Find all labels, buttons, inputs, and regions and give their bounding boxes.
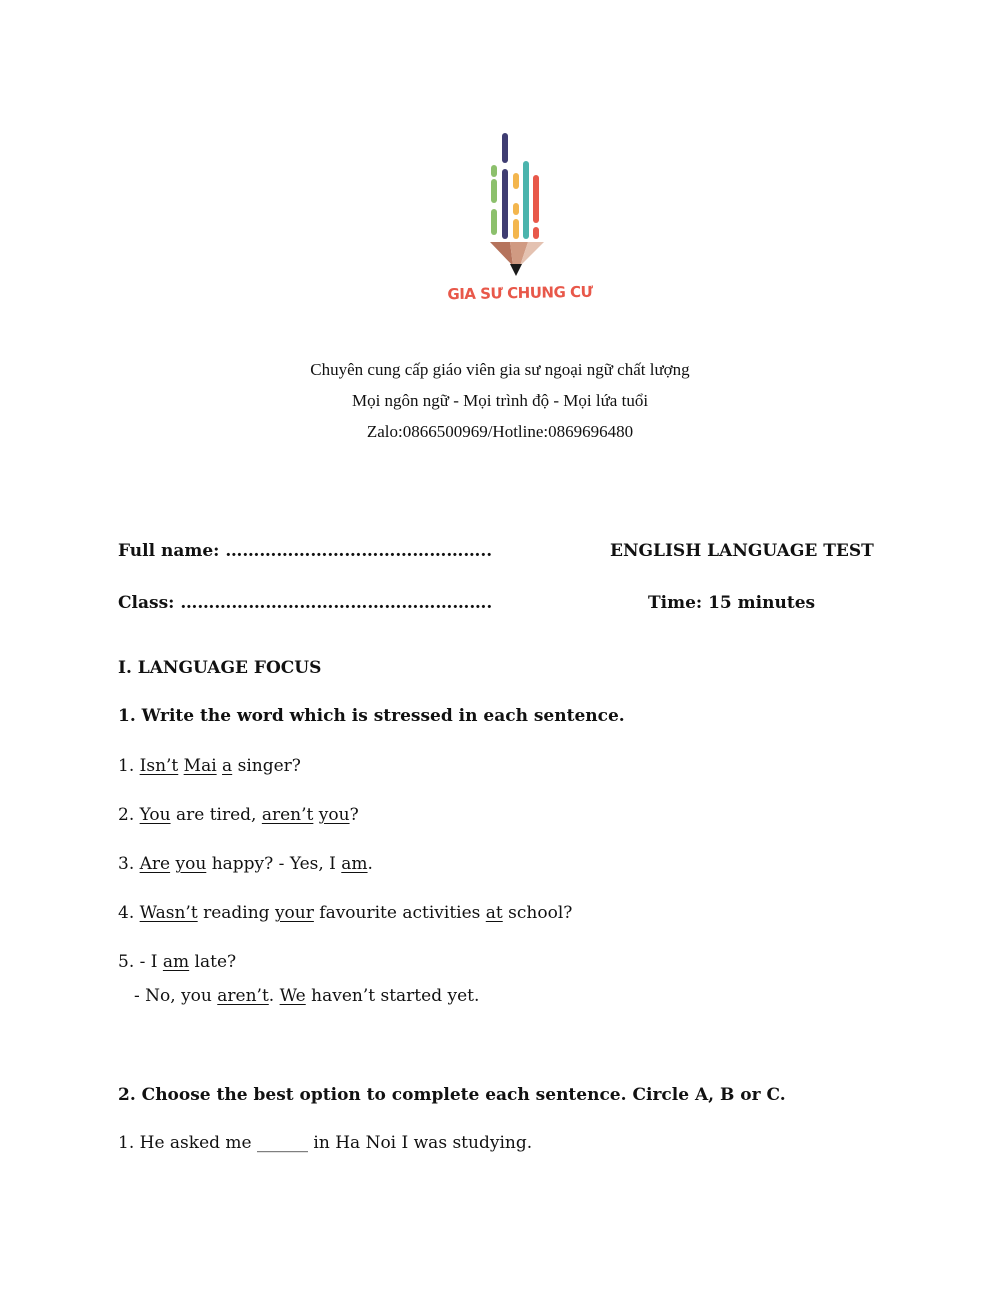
- task-2-instruction: 2. Choose the best option to complete each sentence. Circle A, B or C.: [118, 1085, 786, 1105]
- header-slogan: Mọi ngôn ngữ - Mọi trình độ - Mọi lứa tuổi: [351, 391, 649, 410]
- section-title: I. LANGUAGE FOCUS: [118, 658, 322, 678]
- sentence-4: 4. Wasn’t reading your favourite activities at school?: [118, 903, 573, 923]
- class-field: Class: ……………………………………………….: [118, 593, 493, 613]
- logo-text: GIA SƯ CHUNG CƯ: [447, 282, 593, 304]
- sentence-3: 3. Are you happy? - Yes, I am.: [118, 854, 373, 874]
- time-label: Time: 15 minutes: [648, 593, 816, 613]
- header-tagline: Chuyên cung cấp giáo viên gia sư ngoại ngữ chất lượng: [310, 360, 690, 379]
- sentence-2: 2. You are tired, aren’t you?: [118, 805, 359, 825]
- question-1: 1. He asked me ______ in Ha Noi I was studying.: [118, 1133, 533, 1153]
- logo: [440, 128, 600, 308]
- test-title: ENGLISH LANGUAGE TEST: [610, 541, 874, 561]
- sentence-1: 1. Isn’t Mai a singer?: [118, 756, 301, 776]
- header-contact: Zalo:0866500969/Hotline:0869696480: [366, 422, 634, 441]
- pencil-logo-icon: [440, 128, 600, 283]
- task-1-instruction: 1. Write the word which is stressed in each sentence.: [118, 706, 625, 726]
- full-name-field: Full name: ………………………………………..: [118, 541, 493, 561]
- sentence-5-question: 5. - I am late?: [118, 952, 237, 972]
- sentence-5-answer: - No, you aren’t. We haven’t started yet.: [134, 986, 480, 1006]
